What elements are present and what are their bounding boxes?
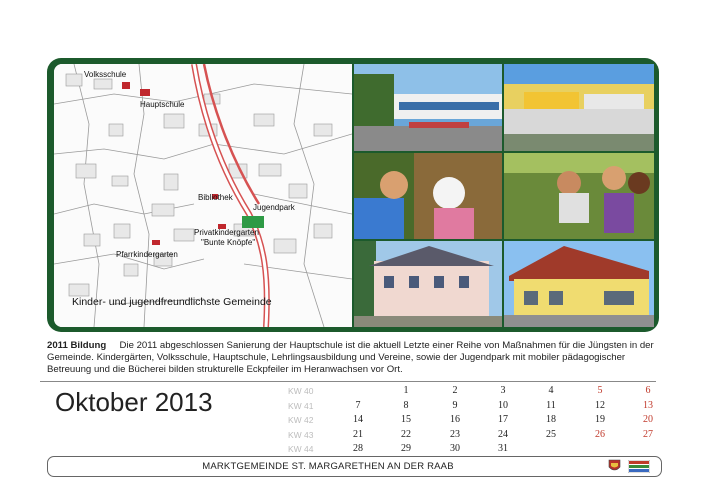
photo-children-garden (504, 153, 654, 239)
town-map (54, 64, 352, 327)
photo-school-building (354, 64, 502, 151)
caption-body: Die 2011 abgeschlossen Sanierung der Hauptschule ist die aktuell Letzte einer Reihe von Maßnahmen für die Jüngsten in der Gemeinde. Kindergärten, Volksschule, Hauptschule, Lehrlingsausbildung und Vereine, sowie der Jugendpark mit mobiler pädagogischer Betreuung und die Bücherei bilden strukturelle Eckpfeiler im Heranwachsen vor Ort. (47, 340, 654, 375)
calendar-day: 6 (645, 385, 651, 396)
calendar-day: 17 (498, 414, 508, 425)
calendar-day: 15 (401, 414, 411, 425)
week-number: KW 42 (288, 415, 314, 425)
label-jugendpark: Jugendpark (253, 203, 295, 212)
calendar-day: 30 (450, 443, 460, 454)
calendar-day: 27 (643, 428, 653, 440)
calendar-day: 20 (643, 414, 653, 425)
label-pfarrkindergarten: Pfarrkindergarten (116, 250, 178, 259)
calendar-day: 19 (595, 414, 605, 425)
calendar-day: 1 (403, 385, 409, 396)
calendar-day: 29 (401, 443, 411, 454)
calendar-day: 10 (498, 399, 508, 411)
month-title: Oktober 2013 (55, 387, 213, 417)
photo-library-building (504, 241, 654, 327)
label-hauptschule: Hauptschule (140, 100, 185, 109)
calendar-day: 16 (450, 414, 460, 425)
footer-bar (47, 456, 662, 477)
calendar-day: 2 (452, 385, 458, 396)
label-bibliothek: Bibliothek (198, 193, 233, 202)
week-number: KW 44 (288, 444, 314, 454)
calendar-day: 3 (500, 385, 506, 396)
week-number: KW 41 (288, 400, 314, 411)
calendar-day: 25 (546, 428, 556, 440)
photo-kindergarten-building (354, 241, 502, 327)
calendar-day: 4 (548, 385, 554, 396)
calendar-day: 24 (498, 428, 508, 440)
calendar-day: 23 (450, 428, 460, 440)
photo-hauptschule (504, 64, 654, 151)
calendar-day: 7 (355, 399, 361, 411)
calendar-day: 31 (498, 443, 508, 454)
municipal-logo-icon (628, 460, 650, 473)
description-text (47, 340, 659, 376)
caption-year-title: 2011 Bildung (47, 340, 107, 351)
week-number: KW 43 (288, 429, 314, 440)
label-volksschule: Volksschule (84, 70, 127, 79)
crest-icon (608, 459, 621, 473)
label-bunte-knoepfe: "Bunte Knöpfe" (201, 238, 256, 247)
calendar-day: 21 (353, 428, 363, 440)
calendar-day: 13 (643, 399, 653, 411)
divider (40, 381, 656, 382)
calendar-day: 5 (597, 385, 603, 396)
calendar-day: 12 (595, 399, 605, 411)
week-number: KW 40 (288, 386, 314, 396)
calendar-day: 18 (546, 414, 556, 425)
calendar-day: 28 (353, 443, 363, 454)
photo-children-tree (354, 153, 502, 239)
calendar-day: 14 (353, 414, 363, 425)
label-privatkindergarten: Privatkindergarten (194, 228, 259, 237)
calendar-day: 26 (595, 428, 605, 440)
calendar-day: 9 (452, 399, 458, 411)
calendar-day: 22 (401, 428, 411, 440)
footer-text: MARKTGEMEINDE ST. MARGARETHEN AN DER RAAB (202, 461, 454, 472)
map-caption: Kinder- und jugendfreundlichste Gemeinde (72, 296, 272, 308)
calendar-day: 8 (403, 399, 409, 411)
calendar-day: 11 (546, 399, 556, 411)
